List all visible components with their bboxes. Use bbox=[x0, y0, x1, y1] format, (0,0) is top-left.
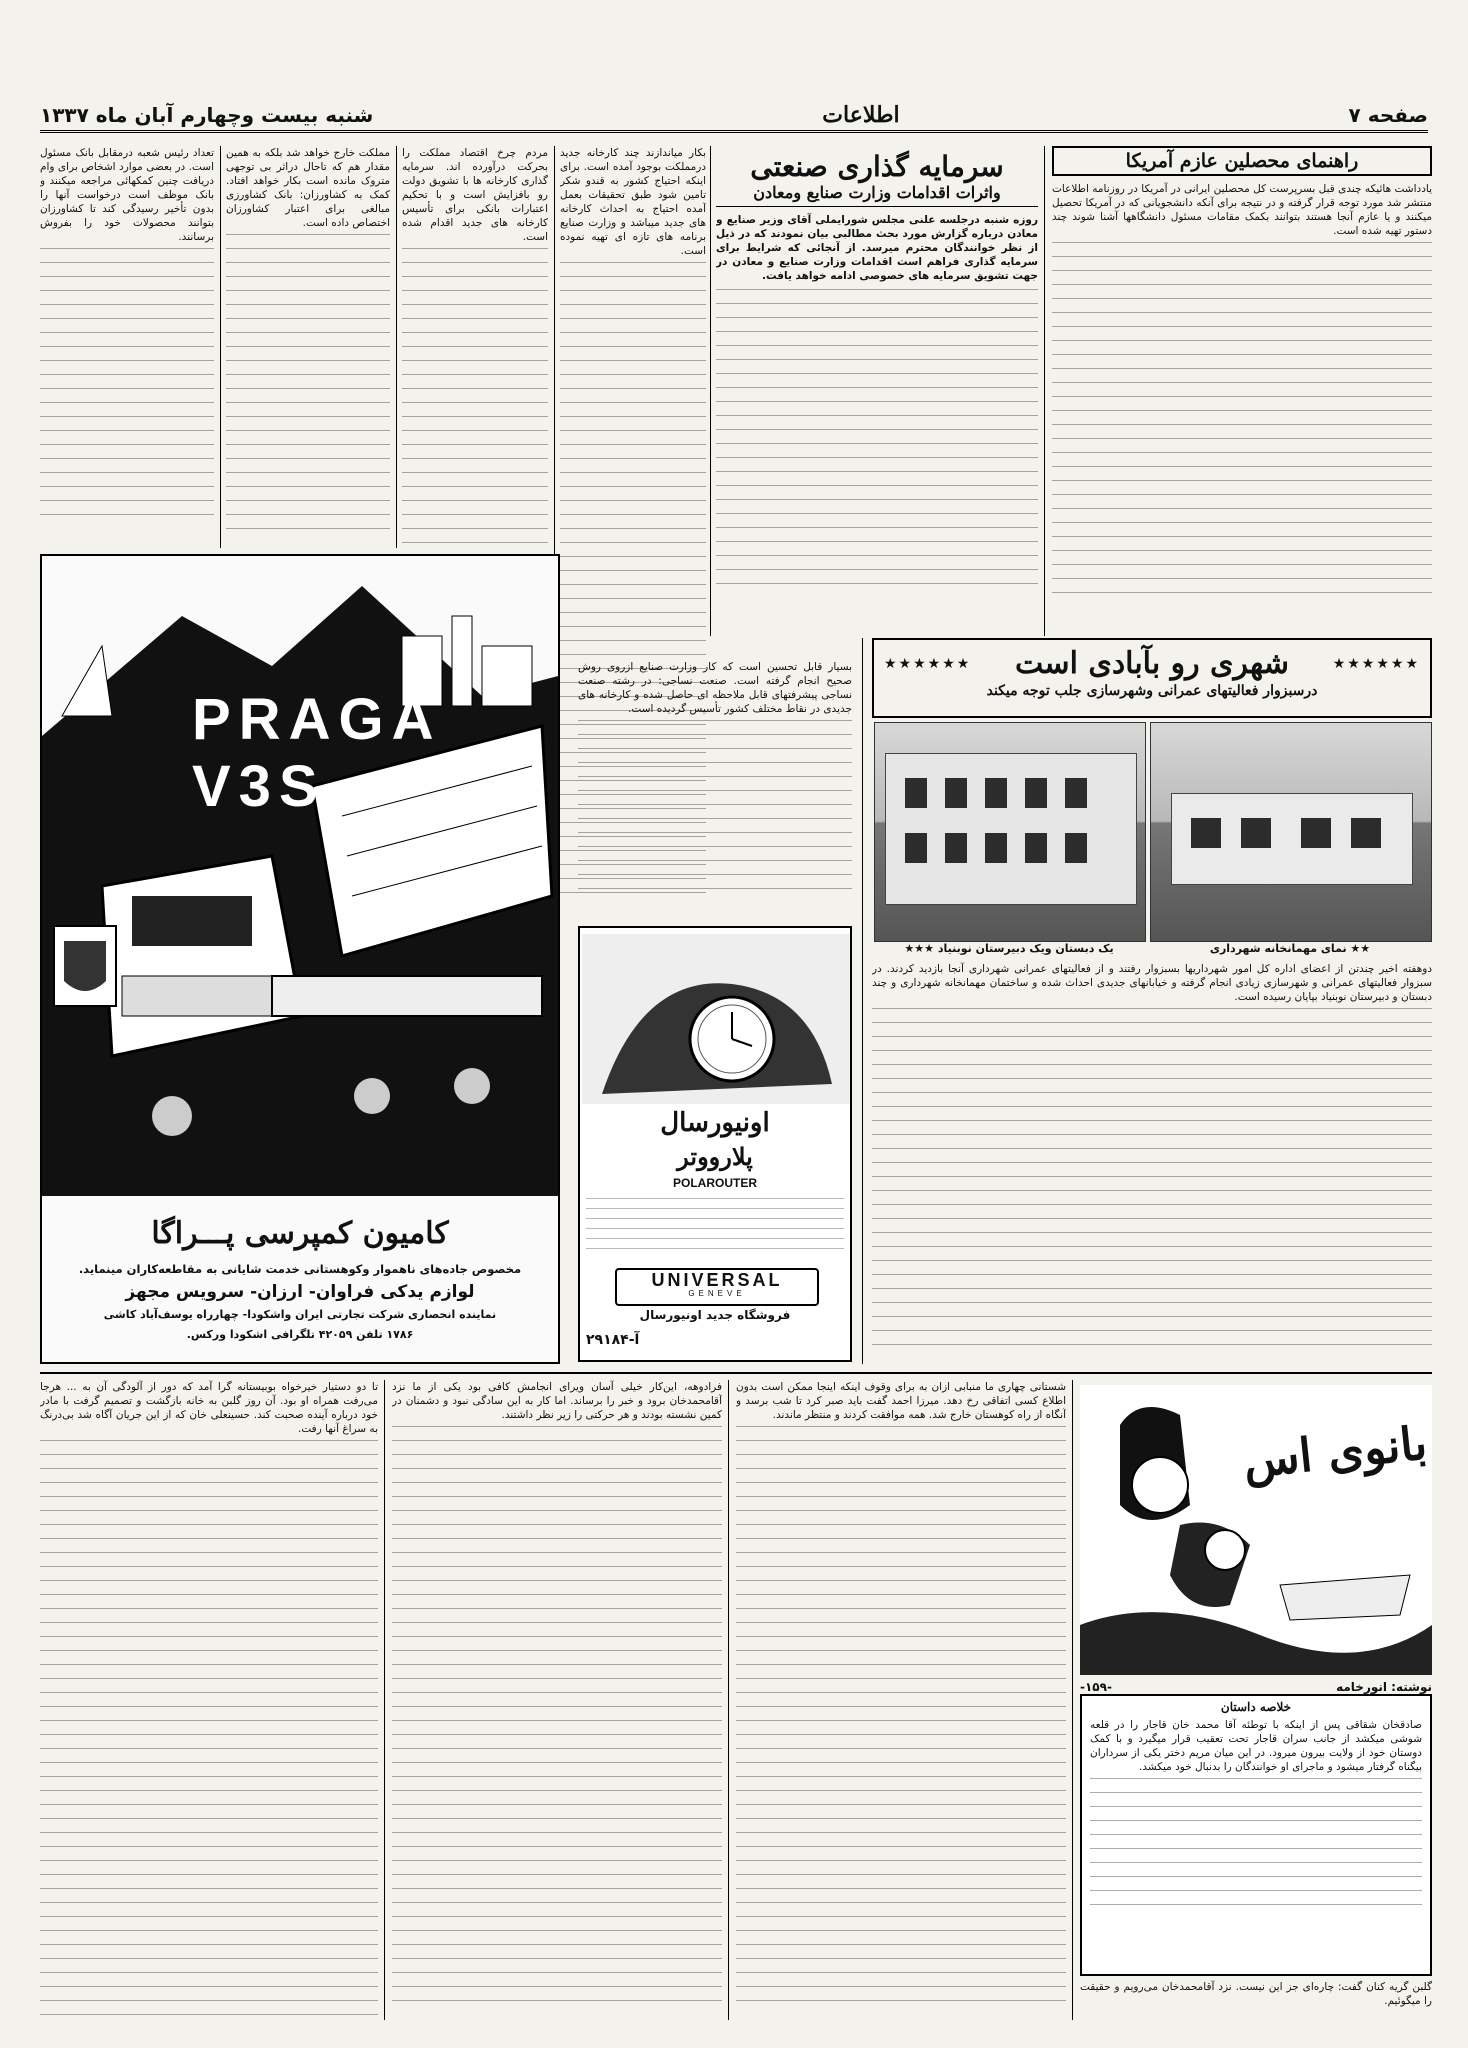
article-title: شهری رو بآبادی است bbox=[1014, 646, 1290, 681]
praga-line-3: نماینده انحصاری شرکت تجارتی ایران واشکودا- چهارراه یوسف‌آباد کاشی bbox=[103, 1308, 497, 1321]
article-body: روزه شنبه درجلسه علنی مجلس شورایملی آقای وزیر صنایع و معادن درباره گزارش مورد بحث مطالبی بیان نمودند که در ذیل از نظر خوانندگان محترم میرسد. از آنجائی که شرایط برای سرمایه گذاری فراهم است اقدامات وزارت صنایع و معادن در جهت تشویق سرمایه های خصوصی ادامه خواهد یافت. bbox=[716, 214, 1038, 282]
serial-continuation bbox=[1080, 1980, 1432, 2020]
stars-decoration: ★★★★★★ bbox=[884, 655, 972, 672]
paper-name: اطلاعات bbox=[822, 102, 900, 128]
column-text: بکار میاندازند چند کارخانه جدید درمملکت بوجود آمده است. برای اینکه احتیاج کشور به قندو شکر تامین شود طبق تحقیقات بعمل آمده احتیاج به احداث کارخانه های جدید میباشد و وزارت صنایع برنامه های تازه ای تهیه نموده است. bbox=[560, 147, 706, 257]
column-text: فرادوهه، این‌کار خیلی آسان ویرای انجامش کافی بود یکی از ما نزد آقامحمدخان برود و خبر را برساند. اما کار به این سادگی نبود و دشمنان در کمین نشسته بودند و هر حرکتی را زیر نظر داشتند. bbox=[392, 1381, 722, 1421]
article-city-header bbox=[872, 638, 1432, 718]
photo-schools bbox=[874, 722, 1146, 942]
filler-lines bbox=[1052, 242, 1432, 602]
universal-logo bbox=[615, 1268, 819, 1306]
bottom-column-1 bbox=[736, 1380, 1066, 2020]
watch-hand-illustration bbox=[582, 934, 852, 1104]
bottom-column-2 bbox=[392, 1380, 722, 2020]
story-summary-box bbox=[1080, 1694, 1432, 1976]
article-body: یادداشت هائیکه چندی قبل بسرپرست کل محصلین ایرانی در آمریکا در روزنامه اطلاعات منتشر شد مورد توجه قرار گرفته و در نتیجه برای آنکه دانشجویانی که در آمریکا تحصیل میکنند و یا عازم آنجا هستند بتوانند بکمک مقامات مسئول دانشگاهها آشنا شوند چند دستور تهیه شده است. bbox=[1052, 183, 1432, 237]
watch-dealer: فروشگاه جدید اونیورسال bbox=[639, 1308, 791, 1322]
bottom-column-3 bbox=[40, 1380, 378, 2020]
logo-sub: GENEVE bbox=[688, 1289, 746, 1298]
stars-decoration: ★★★★★★ bbox=[1332, 655, 1420, 672]
filler-lines bbox=[226, 234, 390, 534]
watch-model-fa: پلارووتر bbox=[677, 1142, 753, 1171]
praga-line-1: مخصوص جاده‌های ناهموار وکوهستانی خدمت شایانی به مقاطعه‌کاران مینماید. bbox=[78, 1262, 522, 1276]
article-student-guide bbox=[1052, 146, 1432, 632]
praga-line-4: ۱۷۸۶ تلفن ۴۲۰۵۹ تلگرافی اشکودا ورکس. bbox=[186, 1328, 414, 1341]
column-text: شستانی چهاری ما منبابی ازان به برای وقوف اینکه اینجا ممکن است بدون اطلاع کسی اتفاقی رخ دهد. میرزا احمد گفت باید صبر کرد تا شب برسد و آنگاه از راه کوهستان خارج شد. همه موافقت کردند و منتظر ماندند. bbox=[736, 1381, 1066, 1421]
article-title: راهنمای محصلین عازم آمریکا bbox=[1052, 146, 1432, 176]
masthead bbox=[40, 100, 1428, 133]
filler-lines bbox=[40, 1440, 378, 2020]
filler-lines bbox=[392, 1426, 722, 2006]
watch-ad-text-lines bbox=[586, 1198, 844, 1258]
praga-truck-advertisement bbox=[40, 554, 560, 1364]
praga-line-2: لوازم یدکی فراوان- ارزان- سرویس مجهز bbox=[125, 1282, 475, 1302]
column-textile bbox=[578, 660, 852, 920]
watch-phone: آ-۲۹۱۸۴ bbox=[586, 1332, 640, 1348]
column-e bbox=[226, 146, 390, 546]
column-text: مردم چرخ اقتصاد مملکت را بحرکت درآورده اند. سرمایه گذاری کارخانه ها با تشویق دولت رو بافزایش است و با تحکیم اعتبارات بانکی برای تأسیس کارخانه های جدید اقدام شده است. bbox=[402, 147, 548, 243]
article-investment bbox=[716, 146, 1038, 632]
filler-lines bbox=[402, 248, 548, 546]
issue-date: شنبه بیست وچهارم آبان ماه ۱۳۳۷ bbox=[40, 103, 374, 127]
continuation-text: گلبن گریه کنان گفت: چاره‌ای جز این نیست. نزد آقامحمدخان می‌رویم و حقیقت را میگوئیم. bbox=[1080, 1981, 1432, 2007]
filler-lines bbox=[578, 720, 852, 900]
column-text: مملکت خارج خواهد شد بلکه به همین مقدار هم که تاحال دراثر بی توجهی متروک مانده است بکار خواهد افتاد. کمک به کشاورزان: بانک کشاورزی مبالغی برای اعتبار کشاورزان اختصاص داده است. bbox=[226, 147, 390, 229]
column-text: تا دو دستیار خیرخواه بوبیستانه گرا آمد که دور از آلودگی آن به ... هرجا می‌رفت همراه او بود. آن روز گلبن به خانه بازگشت و تصمیم گرفت با مادر خود درباره آینده صحبت کند. حسینعلی خان که از این جریان آگاه شد بی‌درنگ به سراغ آنها رفت. bbox=[40, 1381, 378, 1435]
article-title: سرمایه گذاری صنعتی bbox=[750, 150, 1004, 183]
summary-title: خلاصه داستان bbox=[1220, 1700, 1292, 1714]
praga-brand: PRAGA V3S bbox=[192, 687, 440, 819]
summary-body: صادقخان شقاقی پس از اینکه با توطئه آقا محمد خان قاجار را در قلعه شوشی میکشد از جانب سران قاجار تحت تعقیب قرار میگیرد و با کمک دوستان خود از ولایت بیرون میرود. در این میان مریم دختر یکی از سرداران بیگناه گرفتار میشود و ماجرای او خوانندگان را بدنبال خود میکشد. bbox=[1090, 1719, 1422, 1773]
photo-caption-right: ★★ نمای مهمانخانه شهرداری bbox=[1209, 942, 1371, 955]
article-body: دوهفته اخیر چندتن از اعضای اداره کل امور شهرداریها بسبزوار رفتند و از فعالیتهای عمرانی شهرداری آنجا بازدید کردند. در سبزوار فعالیتهای عمرانی و شهرسازی زیادی انجام گرفته و خیابانهای جدیدی احداث شده و ساختمان مهمانخانه شهرداری و چند دبستان و دبیرستان نوبنیاد بپایان رسیده است. bbox=[872, 963, 1432, 1003]
filler-lines bbox=[872, 1008, 1432, 1348]
photo-guesthouse bbox=[1150, 722, 1432, 942]
column-f bbox=[40, 146, 214, 546]
serial-header-illustration bbox=[1080, 1385, 1432, 1675]
serial-title: بانوی اس bbox=[1240, 1415, 1430, 1489]
watch-brand-fa: اونیورسال bbox=[660, 1108, 770, 1138]
article-city-body bbox=[872, 962, 1432, 1362]
praga-headline: کامیون کمپرسی پـــراگا bbox=[151, 1216, 449, 1251]
watch-model-en: POLAROUTER bbox=[673, 1176, 757, 1190]
filler-lines bbox=[736, 1426, 1066, 2006]
column-d bbox=[402, 146, 548, 546]
watch-advertisement bbox=[578, 926, 852, 1362]
photo-caption-left: یک دبستان ویک دبیرستان نوبنیاد ★★★ bbox=[904, 942, 1114, 955]
filler-lines bbox=[40, 248, 214, 528]
article-subtitle: درسبزوار فعالیتهای عمرانی وشهرسازی جلب توجه میکند bbox=[986, 683, 1318, 699]
article-subtitle: واثرات اقدامات وزارت صنایع ومعادن bbox=[716, 183, 1038, 207]
column-text: تعداد رئیس شعبه درمقابل بانک مسئول است. در بعضی موارد اشخاص برای وام دریافت چنین کمکهائی مراجعه میکنند و بانک موظف است درخواست آنها را بدون تأخیر رسیدگی کند تا کشاورزان بتوانند محصولات خود را بفروش برسانند. bbox=[40, 147, 214, 243]
filler-lines bbox=[1090, 1778, 1422, 1918]
filler-lines bbox=[716, 289, 1038, 589]
column-text: بسیار قابل تحسین است که کار وزارت صنایع ازروی روش صحیح انجام گرفته است. صنعت نساجی: در رشته صنعت نساجی پیشرفتهای قابل ملاحظه ای حاصل شده و کارخانه های جدیدی در نقاط مختلف کشور تأسیس گردیده است. bbox=[578, 661, 852, 715]
page-label: صفحه ۷ bbox=[1348, 103, 1428, 127]
serial-author: نوشته: انورخامه bbox=[1336, 1680, 1432, 1694]
serial-number: -۱۵۹- bbox=[1080, 1680, 1112, 1694]
logo-text: UNIVERSAL bbox=[651, 1270, 783, 1290]
